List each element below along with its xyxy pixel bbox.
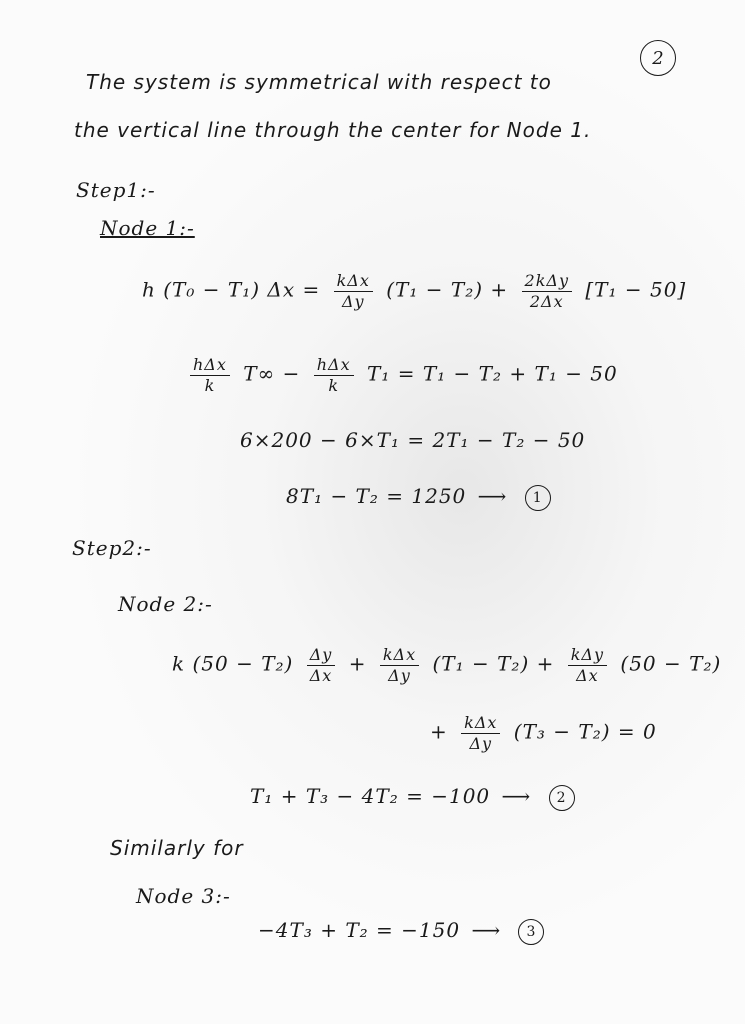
similarly-text: Similarly for — [110, 836, 244, 860]
fraction — [190, 356, 230, 394]
numerator: kΔx — [334, 272, 373, 292]
eq-term: (T₁ − T₂) + — [386, 277, 509, 302]
eq-term: T₁ + T₃ − 4T₂ = −100 — [250, 784, 491, 808]
eq-term: + — [430, 719, 448, 744]
step1-heading: Step1:- — [76, 178, 156, 202]
arrow-icon: ⟶ — [501, 784, 532, 808]
denominator: Δx — [576, 665, 599, 685]
numerator: kΔx — [461, 714, 500, 734]
intro-line-2: the vertical line through the center for Node 1. — [74, 118, 592, 142]
node1-equation-2 — [184, 356, 618, 394]
node1-label: Node 1:- — [100, 216, 195, 240]
numerator: kΔx — [380, 646, 419, 666]
arrow-icon: ⟶ — [477, 484, 508, 508]
numerator: Δy — [307, 646, 336, 666]
eq-term: [T₁ − 50] — [585, 277, 687, 302]
fraction — [568, 646, 607, 684]
denominator: k — [328, 375, 340, 395]
fraction — [334, 272, 373, 310]
denominator: Δy — [469, 733, 493, 753]
denominator: Δx — [309, 665, 333, 685]
equation-tag: 2 — [549, 785, 575, 811]
denominator: Δy — [388, 665, 411, 685]
page-number: 2 — [640, 40, 676, 76]
step2-heading: Step2:- — [72, 536, 152, 560]
denominator: 2Δx — [529, 291, 564, 311]
eq-term: −4T₃ + T₂ = −150 — [258, 918, 461, 942]
fraction — [461, 714, 500, 752]
fraction — [380, 646, 419, 684]
denominator: Δy — [341, 291, 365, 311]
eq-term: h (T₀ − T₁) Δx = — [142, 277, 321, 302]
denominator: k — [204, 375, 216, 395]
numerator: kΔy — [568, 646, 607, 666]
arrow-icon: ⟶ — [471, 918, 502, 942]
numerator: hΔx — [314, 356, 354, 376]
node2-label: Node 2:- — [118, 592, 213, 616]
node1-equation-3: 6×200 − 6×T₁ = 2T₁ − T₂ − 50 — [240, 428, 586, 452]
eq-term: k (50 − T₂) — [172, 651, 294, 676]
node1-equation-1 — [142, 272, 686, 310]
numerator: 2kΔy — [522, 272, 572, 292]
eq-term: (T₃ − T₂) = 0 — [513, 719, 657, 744]
fraction — [307, 646, 336, 684]
eq-term: T₁ = T₁ − T₂ + T₁ − 50 — [366, 361, 618, 386]
eq-term: (T₁ − T₂) + — [432, 651, 555, 676]
node3-label: Node 3:- — [136, 884, 231, 908]
intro-line-1: The system is symmetrical with respect to — [86, 70, 552, 94]
fraction — [522, 272, 572, 310]
eq-term: T∞ − — [243, 361, 301, 386]
eq-term: (50 − T₂) — [620, 651, 722, 676]
node2-equation-2 — [430, 714, 657, 752]
node2-equation-1 — [172, 646, 721, 684]
eq-term: 8T₁ − T₂ = 1250 — [286, 484, 467, 508]
eq-term: + — [348, 651, 367, 676]
equation-tag: 3 — [518, 919, 544, 945]
node3-equation — [258, 918, 544, 945]
fraction — [314, 356, 354, 394]
node1-equation-4 — [286, 484, 551, 511]
node2-equation-3 — [250, 784, 575, 811]
equation-tag: 1 — [525, 485, 551, 511]
numerator: hΔx — [190, 356, 230, 376]
